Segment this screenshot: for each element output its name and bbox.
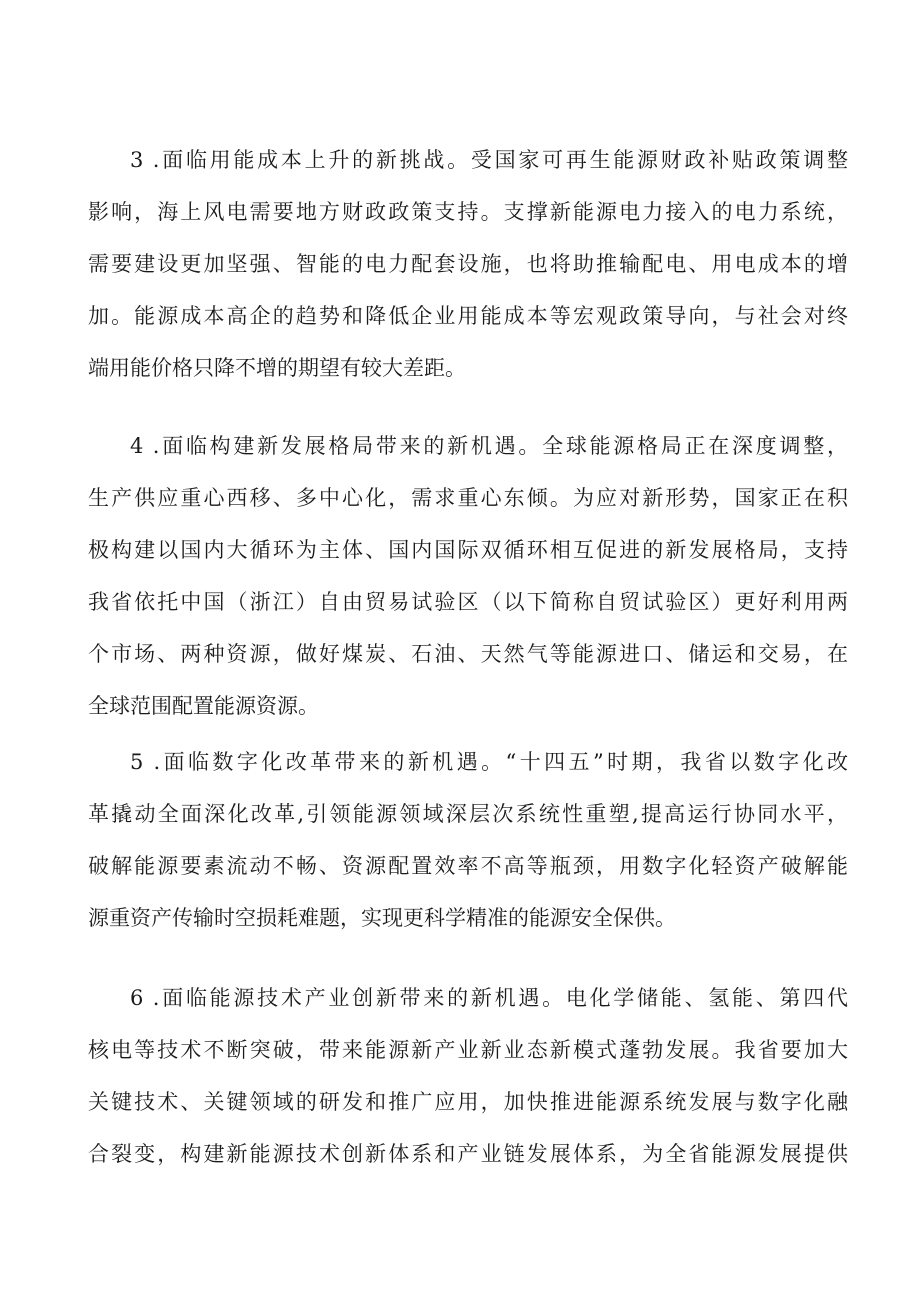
paragraph-3-line-1: 3 .面临用能成本上升的新挑战。受国家可再生能源财政补贴政策调整: [130, 148, 848, 172]
paragraph-5-line-2: 革撬动全面深化改革,引领能源领域深层次系统性重塑,提高运行协同水平，: [88, 802, 848, 826]
paragraph-6-line-2: 核电等技术不断突破，带来能源新产业新业态新模式蓬勃发展。我省要加大: [88, 1038, 848, 1062]
paragraph-4-line-3: 极构建以国内大循环为主体、国内国际双循环相互促进的新发展格局，支持: [88, 538, 848, 562]
paragraph-5-line-3: 破解能源要素流动不畅、资源配置效率不高等瓶颈，用数字化轻资产破解能: [88, 854, 848, 878]
paragraph-4-line-1: 4 .面临构建新发展格局带来的新机遇。全球能源格局正在深度调整，: [130, 434, 848, 458]
paragraph-4-line-4: 我省依托中国（浙江）自由贸易试验区（以下简称自贸试验区）更好利用两: [88, 590, 848, 614]
paragraph-3-line-2: 影响，海上风电需要地方财政政策支持。支撑新能源电力接入的电力系统，: [88, 200, 848, 224]
paragraph-6-line-1: 6 .面临能源技术产业创新带来的新机遇。电化学储能、氢能、第四代: [130, 986, 848, 1010]
paragraph-4-line-5: 个市场、两种资源，做好煤炭、石油、天然气等能源进口、储运和交易，在: [88, 642, 848, 666]
paragraph-5-line-4: 源重资产传输时空损耗难题，实现更科学精准的能源安全保供。: [88, 906, 676, 930]
paragraph-4-line-6: 全球范围配置能源资源。: [88, 694, 319, 718]
paragraph-3-line-3: 需要建设更加坚强、智能的电力配套设施，也将助推输配电、用电成本的增: [88, 252, 848, 276]
paragraph-5-line-1: 5 .面临数字化改革带来的新机遇。“十四五”时期，我省以数字化改: [130, 750, 848, 774]
paragraph-6-line-4: 合裂变，构建新能源技术创新体系和产业链发展体系，为全省能源发展提供: [88, 1142, 848, 1166]
paragraph-3-line-5: 端用能价格只降不增的期望有较大差距。: [88, 356, 466, 380]
paragraph-6-line-3: 关键技术、关键领域的研发和推广应用，加快推进能源系统发展与数字化融: [88, 1090, 848, 1114]
paragraph-4-line-2: 生产供应重心西移、多中心化，需求重心东倾。为应对新形势，国家正在积: [88, 486, 848, 510]
paragraph-3-line-4: 加。能源成本高企的趋势和降低企业用能成本等宏观政策导向，与社会对终: [88, 304, 848, 328]
